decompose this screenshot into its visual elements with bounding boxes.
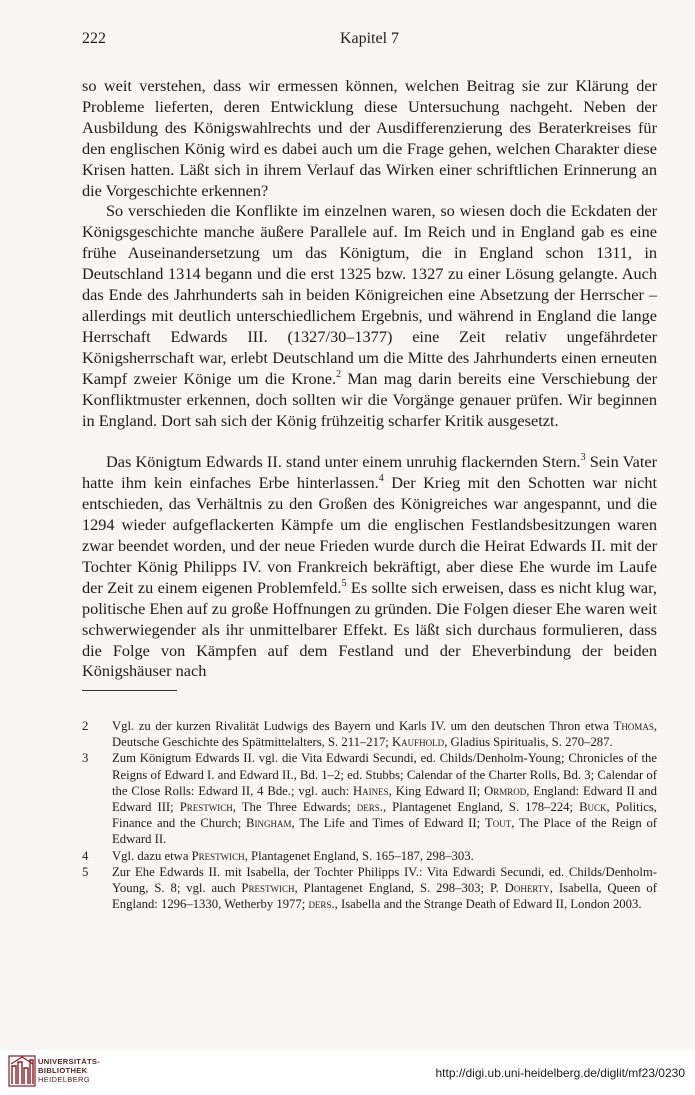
text-run: , The Place of the Reign of Edward II. <box>112 816 658 847</box>
author-name: Prestwich <box>241 881 295 896</box>
footnote-ref[interactable]: 5 <box>341 577 347 589</box>
paragraph <box>82 452 657 682</box>
text-run: , Deutsche Geschichte des Spätmittelalters, S. 211–217; <box>112 719 657 750</box>
author-name: Bingham <box>246 816 292 831</box>
library-name-line: HEIDELBERG <box>38 1075 90 1084</box>
footnote-ref[interactable]: 2 <box>336 368 342 380</box>
text-run: , Gladius Spiritualis, S. 270–287. <box>444 735 613 750</box>
text-run: , King Edward II; <box>388 783 485 798</box>
library-name-line: UNIVERSITÄTS- <box>38 1057 101 1066</box>
library-name-line: BIBLIOTHEK <box>38 1066 88 1075</box>
text-run: Sein Vater hatte ihm kein einfaches Erbe hinterlassen. <box>82 452 657 493</box>
page-number: 222 <box>82 30 106 47</box>
text-run: , Plantagenet England, S. 178–224; <box>382 800 580 815</box>
footnote-separator <box>82 690 177 691</box>
author-name: Doherty <box>504 881 550 896</box>
footnote-number: 5 <box>82 864 89 879</box>
footnote <box>82 718 657 750</box>
footnote-ref[interactable]: 4 <box>378 473 384 485</box>
author-name: ders. <box>356 800 383 815</box>
text-run: Man mag darin bereits eine Verschiebung der Konfliktmuster erkennen, doch sollten wir die Vorgänge genauer prüfen. Wir beginnen in England. Dort sah sich der König frühzeitig scharfer Kritik ausgesetzt. <box>82 368 657 430</box>
text-run: , England: Edward II and Edward III; <box>112 783 657 815</box>
text-run: Es sollte sich erweisen, dass es nicht klug war, politische Ehen auf zu große Hoffnungen zu gründen. Die Folgen dieser Ehe waren weit schwerwiegender als ihr unmittelbarer Effekt. Es läßt sich durchaus formulieren, dass die Folge von Kämpfen auf dem Festland und der Eheverbindung der beiden Königshäuser nach <box>82 577 657 681</box>
author-name: ders. <box>308 897 335 912</box>
text-run: , Politics, Finance and the Church; <box>112 800 657 831</box>
text-run: So verschieden die Konflikte im einzelnen waren, so wiesen doch die Eckdaten der Königsgeschichte manche äußere Parallele auf. Im Reich und in England gab es eine frühe Auseinandersetzung um das Königtum, die in England schon 1311, in Deutschland 1314 begann und die erst 1325 bzw. 1327 zu einer Lösung gelangte. Auch das Ende des Jahrhunderts sah in beiden Königreichen eine Absetzung der Herrscher – allerdings mit deutlich unterschiedlichem Ergebnis, und während in England die lange Herrschaft Edwards III. (1327/30–1377) eine Zeit relativ ungefährdeter Königsherrschaft war, erlebt Deutschland um die Mitte des Jahrhunderts einen erneuten Kampf zweier Könige um die Krone. <box>82 201 657 388</box>
text-run: , Plantagenet England, S. 298–303; P. <box>294 881 505 896</box>
author-name: Prestwich <box>191 848 245 863</box>
text-run: , Isabella, Queen of England: 1296–1330, Wetherby 1977; <box>112 881 657 912</box>
author-name: Kaufhold <box>392 735 445 750</box>
running-header <box>82 30 657 52</box>
text-run: Zum Königtum Edwards II. vgl. die Vita Edwardi Secundi, ed. Childs/Denholm-Young; Chronicles of the Reigns of Edward I. and Edward II., Bd. 1–2; ed. Stubbs; Calendar of the Charter Rolls, Bd. 3; Calendar of the Close Rolls: Edward II, 4 Bde.; vgl. auch: <box>112 751 657 798</box>
footnote-ref[interactable]: 3 <box>580 452 586 464</box>
footnote <box>82 848 657 864</box>
paragraph <box>82 201 657 431</box>
author-name: Ormrod <box>484 783 527 798</box>
footnote-number: 3 <box>82 751 89 766</box>
footnote <box>82 750 657 847</box>
text-run: Vgl. zu der kurzen Rivalität Ludwigs des Bayern und Karls IV. um den deutschen Thron etwa <box>112 719 614 733</box>
text-run: Der Krieg mit den Schotten war nicht entschieden, das Verhältnis zu den Großen des Königreiches war angespannt, und die 1294 wieder aufgeflackerten Kämpfe um die englischen Festlandsbesitzungen waren zwar beendet worden, und der neue Frieden wurde durch die Heirat Edwards II. mit der Tochter König Philipps IV. von Frankreich bekräftigt, aber diese Ehe wurde im Laufe der Zeit zu einem eigenen Problemfeld. <box>82 473 658 597</box>
main-text <box>82 76 657 682</box>
text-run: , The Life and Times of Edward II; <box>291 816 485 831</box>
library-logo-icon <box>8 1054 36 1088</box>
author-name: Prestwich <box>179 800 233 815</box>
author-name: Tout <box>484 816 512 831</box>
text-run: , Isabella and the Strange Death of Edward II, London 2003. <box>334 897 642 912</box>
text-run: Das Königtum Edwards II. stand unter einem unruhig flackernden Stern. <box>106 452 581 472</box>
footnote <box>82 864 657 913</box>
library-name <box>38 1057 100 1084</box>
permalink-url[interactable]: http://digi.ub.uni-heidelberg.de/diglit/mf23/0230 <box>435 1066 685 1080</box>
footnote-number: 2 <box>82 719 89 733</box>
text-run: Vgl. dazu etwa <box>112 848 192 863</box>
author-name: Thomas <box>613 719 654 733</box>
text-run: , Plantagenet England, S. 165–187, 298–303. <box>244 848 474 863</box>
text-run: , The Three Edwards; <box>232 800 357 815</box>
author-name: Haines <box>352 783 389 798</box>
viewer-footer <box>0 1050 695 1095</box>
text-run: Zur Ehe Edwards II. mit Isabella, der Tochter Philipps IV.: Vita Edwardi Secundi, ed. Childs/Denholm-Young, S. 8; vgl. auch <box>112 864 657 896</box>
chapter-title: Kapitel 7 <box>339 30 400 47</box>
footnotes <box>82 718 657 912</box>
author-name: Buck <box>579 800 607 815</box>
footnote-number: 4 <box>82 848 89 863</box>
paragraph: so weit verstehen, dass wir ermessen können, welchen Beitrag sie zur Klärung der Probleme lieferten, deren Entwicklung diese Untersuchung nachgeht. Neben der Ausbildung des Königswahlrechts und der Ausdifferenzierung des Beraterkreises für den englischen König wird es dabei auch um die Frage gehen, welchen Charakter diese Krisen hatten. Läßt sich in ihrem Verlauf das Wirken einer schriftlichen Erinnerung an die Vorgeschichte erkennen? <box>82 76 657 200</box>
